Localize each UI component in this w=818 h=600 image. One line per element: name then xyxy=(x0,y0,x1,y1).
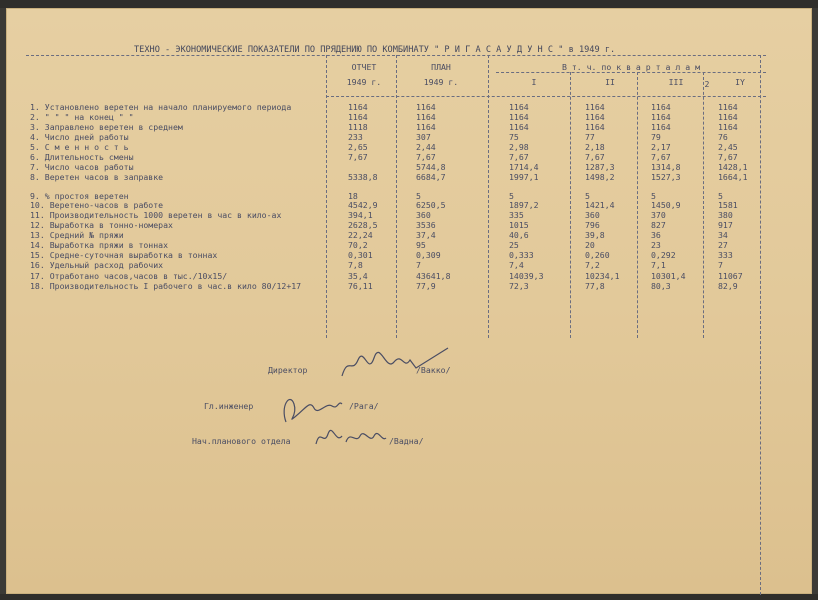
cell-q3: 1164 xyxy=(651,122,671,132)
cell-q4: 34 xyxy=(718,230,728,240)
cell-q1: 1897,2 xyxy=(509,200,539,210)
cell-q1: 7,67 xyxy=(509,152,529,162)
cell-q2: 77 xyxy=(585,132,595,142)
cell-report: 35,4 xyxy=(348,271,368,281)
header-rule-bottom xyxy=(326,96,766,97)
cell-q4: 11067 xyxy=(718,271,743,281)
cell-q2: 7,67 xyxy=(585,152,605,162)
cell-q3: 36 xyxy=(651,230,661,240)
cell-q1: 1714,4 xyxy=(509,162,539,172)
cell-report: 1164 xyxy=(348,102,368,112)
cell-q1: 72,3 xyxy=(509,281,529,291)
cell-q1: 335 xyxy=(509,210,524,220)
cell-q4: 1164 xyxy=(718,112,738,122)
cell-q3: 7,67 xyxy=(651,152,671,162)
cell-report: 1164 xyxy=(348,112,368,122)
cell-q4: 380 xyxy=(718,210,733,220)
cell-q2: 1421,4 xyxy=(585,200,615,210)
cell-q4: 1164 xyxy=(718,122,738,132)
table-row xyxy=(6,123,812,132)
cell-q1: 0,333 xyxy=(509,250,534,260)
planning-name: /Вадна/ xyxy=(389,436,424,446)
cell-plan: 7,67 xyxy=(416,152,436,162)
row-label: 3. Заправлено веретен в среднем xyxy=(30,122,183,132)
row-label: 10. Веретено-часов в работе xyxy=(30,200,164,210)
header-q-extra: 2 xyxy=(704,79,710,89)
cell-report: 18 xyxy=(348,191,358,201)
cell-report: 394,1 xyxy=(348,210,373,220)
cell-q3: 7,1 xyxy=(651,260,666,270)
cell-q3: 1314,8 xyxy=(651,162,681,172)
cell-q2: 1164 xyxy=(585,112,605,122)
cell-q4: 1664,1 xyxy=(718,172,748,182)
cell-q4: 7 xyxy=(718,260,723,270)
cell-q3: 79 xyxy=(651,132,661,142)
cell-q2: 360 xyxy=(585,210,600,220)
table-row xyxy=(6,282,812,291)
cell-plan: 5 xyxy=(416,191,421,201)
cell-q3: 80,3 xyxy=(651,281,671,291)
row-label: 8. Веретен часов в заправке xyxy=(30,172,164,182)
cell-plan: 7 xyxy=(416,260,421,270)
row-label: 2. " " " на конец " " xyxy=(30,112,134,122)
cell-q1: 5 xyxy=(509,191,514,201)
cell-q3: 827 xyxy=(651,220,666,230)
row-label: 13. Средний № пряжи xyxy=(30,230,124,240)
header-q2: II xyxy=(605,77,615,87)
cell-q3: 1527,3 xyxy=(651,172,681,182)
cell-q2: 1164 xyxy=(585,102,605,112)
cell-report: 7,8 xyxy=(348,260,363,270)
cell-q2: 39,8 xyxy=(585,230,605,240)
cell-q2: 1498,2 xyxy=(585,172,615,182)
director-label: Директор xyxy=(268,365,308,375)
engineer-name: /Рага/ xyxy=(349,401,379,411)
cell-q1: 40,6 xyxy=(509,230,529,240)
cell-q1: 25 xyxy=(509,240,519,250)
cell-q4: 1428,1 xyxy=(718,162,748,172)
row-label: 11. Производительность 1000 веретен в час в кило-ах xyxy=(30,210,282,220)
cell-q4: 7,67 xyxy=(718,152,738,162)
director-name: /Вакко/ xyxy=(416,365,451,375)
cell-report: 70,2 xyxy=(348,240,368,250)
cell-report: 22,24 xyxy=(348,230,373,240)
cell-q3: 1450,9 xyxy=(651,200,681,210)
cell-q3: 5 xyxy=(651,191,656,201)
cell-q3: 2,17 xyxy=(651,142,671,152)
cell-q2: 5 xyxy=(585,191,590,201)
document-sheet xyxy=(6,8,812,594)
cell-plan: 37,4 xyxy=(416,230,436,240)
row-label: 12. Выработка в тонно-номерах xyxy=(30,220,173,230)
cell-q3: 10301,4 xyxy=(651,271,686,281)
header-quarters-title: В т. ч. по к в а р т а л а м xyxy=(561,62,701,72)
cell-q3: 23 xyxy=(651,240,661,250)
cell-report: 1118 xyxy=(348,122,368,132)
row-label: 4. Число дней работы xyxy=(30,132,129,142)
cell-plan: 360 xyxy=(416,210,431,220)
cell-plan: 0,309 xyxy=(416,250,441,260)
document-title: ТЕХНО - ЭКОНОМИЧЕСКИЕ ПОКАЗАТЕЛИ ПО ПРЯДЕНИЮ ПО КОМБИНАТУ " Р И Г А С А У Д У Н С " в 1949 г. xyxy=(134,45,616,55)
bottom-border xyxy=(0,594,818,600)
table-row xyxy=(6,103,812,112)
header-q3: III xyxy=(668,77,684,87)
cell-report: 233 xyxy=(348,132,363,142)
cell-q1: 1997,1 xyxy=(509,172,539,182)
cell-q4: 5 xyxy=(718,191,723,201)
cell-q1: 1164 xyxy=(509,112,529,122)
planning-label: Нач.планового отдела xyxy=(192,436,291,446)
table-row xyxy=(6,143,812,152)
row-label: 17. Отработано часов,часов в тыс./10х15/ xyxy=(30,271,228,281)
cell-q2: 7,2 xyxy=(585,260,600,270)
engineer-label: Гл.инженер xyxy=(204,401,254,411)
cell-q2: 2,18 xyxy=(585,142,605,152)
table-row xyxy=(6,221,812,230)
cell-plan: 1164 xyxy=(416,112,436,122)
table-row xyxy=(6,251,812,260)
header-report-year: 1949 г. xyxy=(346,77,382,87)
cell-q2: 77,8 xyxy=(585,281,605,291)
table-row xyxy=(6,133,812,142)
cell-plan: 1164 xyxy=(416,122,436,132)
cell-q1: 14039,3 xyxy=(509,271,544,281)
cell-q4: 1164 xyxy=(718,102,738,112)
cell-q3: 0,292 xyxy=(651,250,676,260)
cell-q2: 0,260 xyxy=(585,250,610,260)
cell-report: 0,301 xyxy=(348,250,373,260)
top-border xyxy=(0,0,818,8)
cell-q4: 27 xyxy=(718,240,728,250)
header-report: ОТЧЕТ xyxy=(351,62,377,72)
row-label: 15. Средне-суточная выработка в тоннах xyxy=(30,250,218,260)
table-row xyxy=(6,153,812,162)
cell-q3: 370 xyxy=(651,210,666,220)
cell-plan: 6250,5 xyxy=(416,200,446,210)
cell-q1: 2,98 xyxy=(509,142,529,152)
cell-q4: 2,45 xyxy=(718,142,738,152)
table-row xyxy=(6,261,812,270)
cell-report: 7,67 xyxy=(348,152,368,162)
cell-q2: 1287,3 xyxy=(585,162,615,172)
cell-q1: 1164 xyxy=(509,102,529,112)
row-label: 14. Выработка пряжи в тоннах xyxy=(30,240,169,250)
cell-plan: 6684,7 xyxy=(416,172,446,182)
table-row xyxy=(6,201,812,210)
cell-q3: 1164 xyxy=(651,102,671,112)
cell-q2: 20 xyxy=(585,240,595,250)
cell-q2: 10234,1 xyxy=(585,271,620,281)
row-label: 7. Число часов работы xyxy=(30,162,134,172)
cell-q1: 7,4 xyxy=(509,260,524,270)
cell-plan: 43641,8 xyxy=(416,271,451,281)
cell-q1: 1015 xyxy=(509,220,529,230)
table-row xyxy=(6,163,812,172)
cell-q2: 1164 xyxy=(585,122,605,132)
cell-q4: 82,9 xyxy=(718,281,738,291)
row-label: 9. % простоя веретен xyxy=(30,191,129,201)
cell-report: 2628,5 xyxy=(348,220,378,230)
cell-q1: 1164 xyxy=(509,122,529,132)
cell-plan: 2,44 xyxy=(416,142,436,152)
header-plan: ПЛАН xyxy=(431,62,451,72)
cell-q4: 917 xyxy=(718,220,733,230)
cell-plan: 95 xyxy=(416,240,426,250)
cell-q3: 1164 xyxy=(651,112,671,122)
table-row xyxy=(6,241,812,250)
cell-plan: 3536 xyxy=(416,220,436,230)
director-signature xyxy=(338,346,456,382)
cell-report: 4542,9 xyxy=(348,200,378,210)
table-row xyxy=(6,173,812,182)
cell-plan: 5744,8 xyxy=(416,162,446,172)
cell-q1: 75 xyxy=(509,132,519,142)
planning-signature xyxy=(312,422,388,452)
row-label: 18. Производительность I рабочего в час.в кило 80/12+17 xyxy=(30,281,302,291)
cell-q4: 1581 xyxy=(718,200,738,210)
cell-plan: 1164 xyxy=(416,102,436,112)
cell-report: 5338,8 xyxy=(348,172,378,182)
row-label: 1. Установлено веретен на начало планируемого периода xyxy=(30,102,292,112)
table-row xyxy=(6,211,812,220)
table-row xyxy=(6,272,812,281)
header-plan-year: 1949 г. xyxy=(423,77,459,87)
cell-report: 2,65 xyxy=(348,142,368,152)
table-row xyxy=(6,231,812,240)
row-label: 6. Длительность смены xyxy=(30,152,134,162)
row-label: 5. С м е н н о с т ь xyxy=(30,142,129,152)
cell-plan: 77,9 xyxy=(416,281,436,291)
quarters-rule xyxy=(496,72,766,73)
cell-q2: 796 xyxy=(585,220,600,230)
table-row xyxy=(6,113,812,122)
cell-report: 76,11 xyxy=(348,281,373,291)
cell-q4: 76 xyxy=(718,132,728,142)
header-q1: I xyxy=(531,77,537,87)
row-label: 16. Удельный расход рабочих xyxy=(30,260,164,270)
cell-q4: 333 xyxy=(718,250,733,260)
header-q4: IY xyxy=(735,77,745,87)
cell-plan: 307 xyxy=(416,132,431,142)
